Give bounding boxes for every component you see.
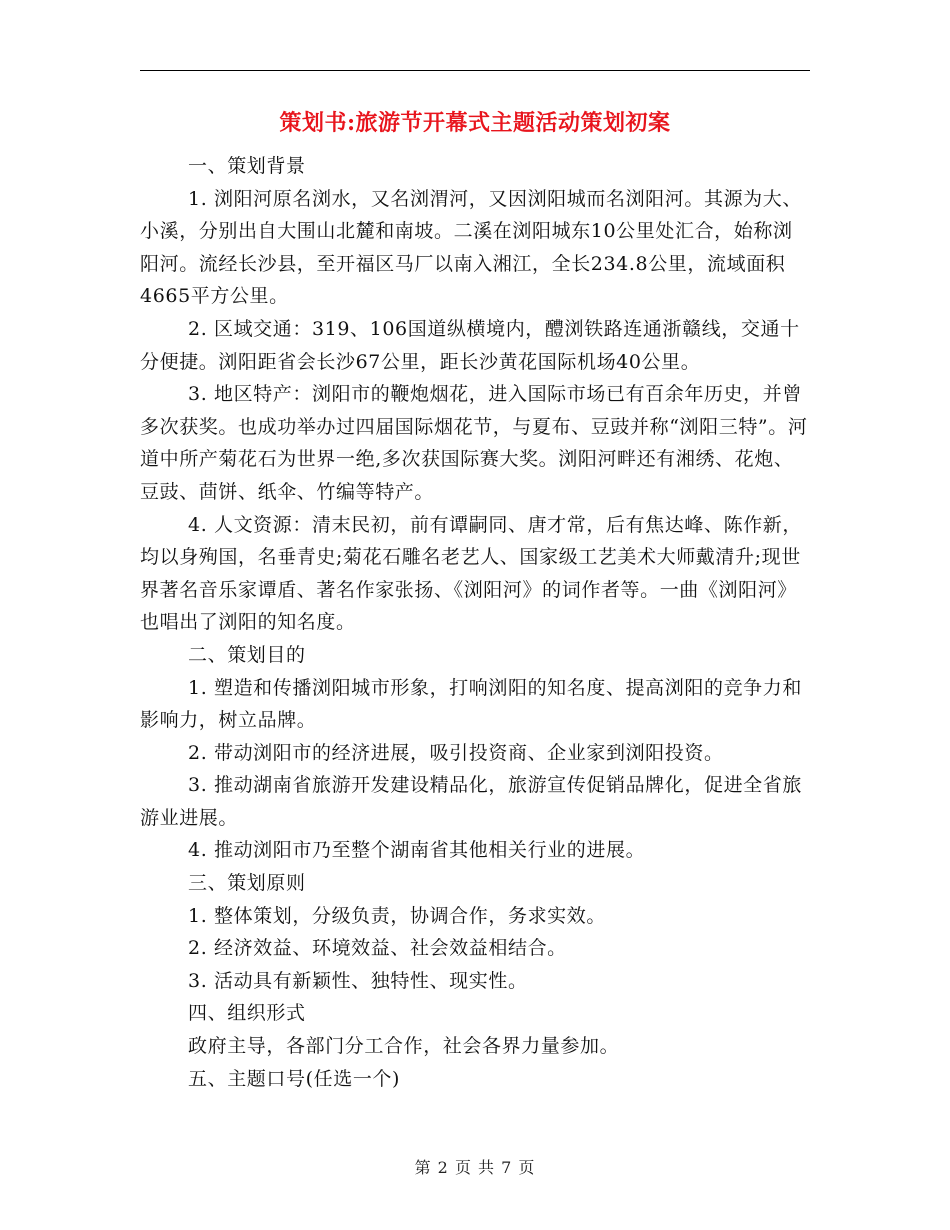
section-heading-purpose: 二、策划目的	[188, 643, 306, 666]
paragraph-purpose-3: 3. 推动湖南省旅游开发建设精品化，旅游宣传促销品牌化，促进全省旅游业进展。	[140, 774, 802, 829]
page-number: 第 2 页 共 7 页	[414, 1158, 536, 1177]
section-heading-principles: 三、策划原则	[188, 872, 306, 895]
paragraph-transport: 2. 区域交通：319、106国道纵横境内，醴浏铁路连通浙赣线，交通十分便捷。浏阳距省会长沙67公里，距长沙黄花国际机场40公里。	[140, 317, 800, 373]
paragraph-purpose-4: 4. 推动浏阳市乃至整个湖南省其他相关行业的进展。	[188, 839, 646, 862]
section-heading-background: 一、策划背景	[188, 155, 306, 177]
paragraph-principle-3: 3. 活动具有新颖性、独特性、现实性。	[188, 969, 528, 992]
section-heading-organization: 四、组织形式	[188, 1002, 306, 1025]
paragraph-principle-1: 1. 整体策划，分级负责，协调合作，务求实效。	[188, 904, 606, 927]
paragraph-river: 1. 浏阳河原名浏水，又名浏渭河，又因浏阳城而名浏阳河。其源为大、小溪，分别出自大围山北麓和南坡。二溪在浏阳城东10公里处汇合，始称浏阳河。流经长沙县，至开福区马厂以南入湘江，全长234.8公里，流域面积4665平方公里。	[140, 187, 802, 308]
paragraph-culture: 4. 人文资源：清末民初，前有谭嗣同、唐才常，后有焦达峰、陈作新，均以身殉国，名垂青史;菊花石雕名老艺人、国家级工艺美术大师戴清升;现世界著名音乐家谭盾、著名作家张扬、《浏阳河》的词作者等。一曲《浏阳河》也唱出了浏阳的知名度。	[140, 513, 802, 634]
document-body	[140, 150, 812, 1095]
paragraph-purpose-1: 1. 塑造和传播浏阳城市形象，打响浏阳的知名度、提高浏阳的竞争力和影响力，树立品牌。	[140, 676, 802, 732]
header-rule	[140, 70, 810, 71]
paragraph-organization: 政府主导，各部门分工合作，社会各界力量参加。	[188, 1035, 620, 1058]
document-title: 策划书:旅游节开幕式主题活动策划初案	[279, 110, 671, 136]
paragraph-specialties: 3. 地区特产：浏阳市的鞭炮烟花，进入国际市场已有百余年历史，并曾多次获奖。也成功举办过四届国际烟花节，与夏布、豆豉并称“浏阳三特”。河道中所产菊花石为世界一绝,多次获国际赛大奖。浏阳河畔还有湘绣、花炮、豆豉、茴饼、纸伞、竹编等特产。	[140, 383, 808, 503]
section-heading-slogan: 五、主题口号(任选一个)	[188, 1067, 401, 1090]
paragraph-principle-2: 2. 经济效益、环境效益、社会效益相结合。	[188, 937, 567, 960]
paragraph-purpose-2: 2. 带动浏阳市的经济进展，吸引投资商、企业家到浏阳投资。	[188, 741, 724, 764]
